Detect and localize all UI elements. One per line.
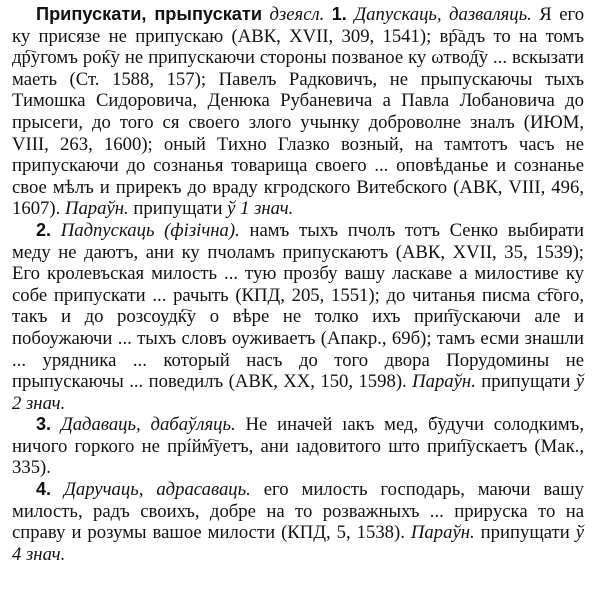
cross-reference-word: припущати [133, 198, 223, 220]
cross-reference-znach: знач. [254, 198, 294, 220]
sense-definition: Дадаваць, дабаўляць. [60, 414, 236, 436]
sense-definition: Падпускаць (фізічна). [60, 219, 240, 241]
cross-reference-label: Параўн. [412, 371, 476, 393]
sense-citations: намъ тыхъ пчолъ тотъ Сенко выбирати меду не даютъ, ани ку пчоламъ припускаютъ (АВК, XVII, 35, 1539); Его кролевъская милость ... тую прозбу вашу ласкаве а милостиве ку собе припускати ... рачыть (КПД, 205, 1551); до читанья писма ст҇ого, такъ и до розсоудк҇у о вѣре не толко ихъ прип҇ускаючи але и побоужаючи ... тыхъ словъ оуживаетъ (Апакр., 69б); тамъ есми знашли ... урядника ... который насъ до того двора Порудомины не прыпускаючы ... поведилъ (АВК, XX, 150, 1598). [12, 219, 584, 393]
headword: Припускати, прыпускати [36, 4, 263, 24]
sense-definition: Даручаць, адрасаваць. [63, 479, 251, 501]
sense-citations: Я его ку присязе не припускаю (АВК, XVII, 309, 1541); вр҇адъ то на томъ др҇угомъ рок҇у не припускаючи стороны позваное ку ωтвод҇у ... вскызати маеть (Ст. 1588, 157); Павелъ Радковичъ, не прыпускаючы тыхъ Тимошка Сидоровича, Денюка Рубаневича а Павла Лобановича до прысеги, до того ся своего злого учынку доброволне зналъ (ИЮМ, VIII, 263, 1600); оный Тихно Глазко возный, на тамтотъ часъ не припускаючи до сознанья товарища своего ... оповѣданье и сознанье свое мѣлъ и прирекъ до враду кгродского Витебского (АВК, VIII, 496, 1607). [12, 4, 585, 220]
cross-reference-label: Параўн. [64, 198, 129, 220]
sense-number: 2. [36, 219, 52, 240]
cross-reference-label: Параўн. [410, 522, 475, 544]
cross-reference-word: припущати [481, 371, 571, 393]
sense-1-paragraph [12, 4, 584, 220]
sense-number: 3. [36, 414, 52, 435]
part-of-speech: дзеясл. [269, 4, 325, 25]
sense-number: 1. [331, 4, 347, 24]
sense-4-paragraph [12, 479, 584, 565]
sense-definition: Дапускаць, дазваляць. [354, 4, 532, 25]
cross-reference-sense: ў 4 [12, 522, 585, 565]
cross-reference-sense: ў 2 [12, 371, 585, 414]
cross-reference-znach: знач. [26, 543, 66, 565]
dictionary-entry [12, 4, 584, 565]
cross-reference-znach: знач. [26, 392, 66, 414]
sense-number: 4. [36, 479, 52, 500]
sense-citations: Не иначей ıакъ мед, б҇удучи солодкимъ, ничого горкого не прíйм҇уетъ, ани ıадовитого што прип҇ускаетъ (Мак., 335). [12, 414, 585, 479]
cross-reference-word: припущати [480, 522, 570, 544]
sense-2-paragraph [12, 220, 584, 414]
cross-reference-sense: ў 1 [227, 198, 250, 220]
sense-3-paragraph [12, 414, 584, 479]
sense-citations: его милость господарь, маючи вашу милость, радъ своихъ, добре на то розважныхъ ... приpуска то на справу и розумы вашое милости (КПД, 5, 1538). [12, 479, 585, 544]
